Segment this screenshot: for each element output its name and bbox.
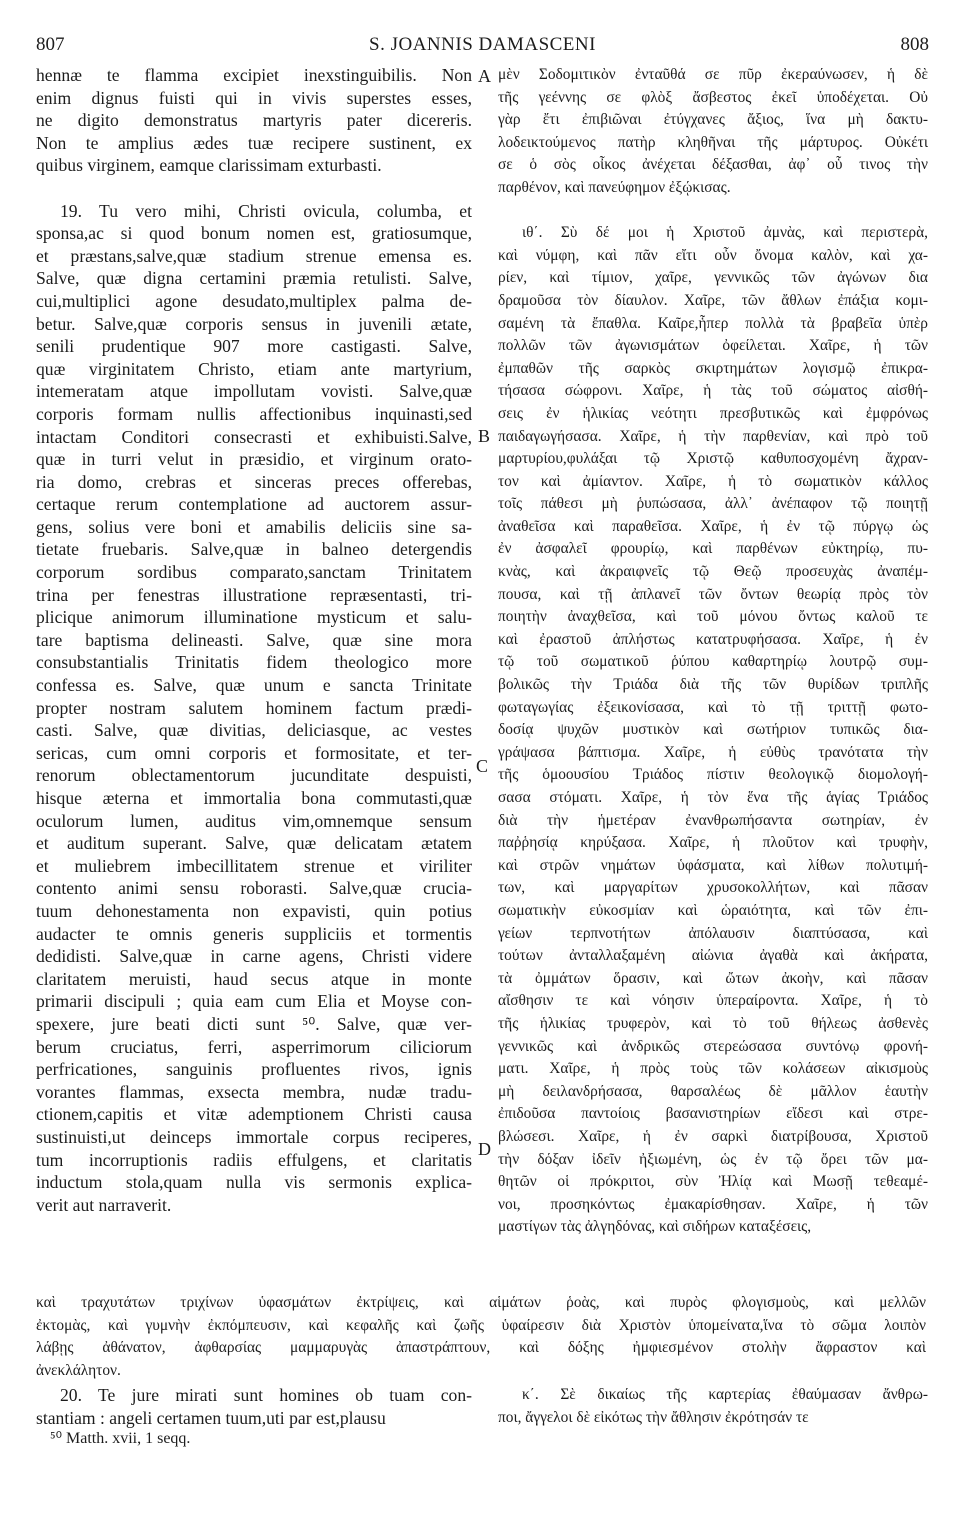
latin-text-line: certaque rerum contemplatione ad auctorem assur- — [36, 494, 472, 515]
latin-text-line: primarii discipuli ; quia eam cum Elia et Moyse con- — [36, 991, 472, 1012]
latin-text-line: hennæ te flamma excipiet inexstinguibilis. Non — [36, 65, 472, 85]
greek-column — [498, 64, 928, 1239]
latin-text-line: consubstantialis Trinitatis fidem theologico more — [36, 652, 472, 673]
margin-letter-d: D — [478, 1139, 491, 1159]
greek-text-line: των, καὶ μαργαρίτων χρυσοκολλήτων, καὶ πᾶσαν — [498, 879, 928, 897]
greek-text-line: τῷ τοῦ σωματικοῦ ῥύπου καθαρτηρίῳ λουτρῷ συμ- — [498, 653, 928, 671]
running-header — [36, 34, 929, 58]
greek-text-line: βολικῶς τὴν Τριάδα διὰ τῆς τῶν θυρίδων τριπλῆς — [498, 676, 928, 694]
latin-text-line: stantiam : angeli certamen tuum,uti par est,plausu — [36, 1407, 386, 1428]
latin-text-line: Salve, quæ digna certamini præmia retulisti. Salve, — [36, 268, 472, 289]
latin-text-line: dedidisti. Salve,quæ in carne agens, Christi videre — [36, 946, 472, 967]
greek-text-line: ποιητὴν ἀναχθεῖσα, καὶ τοῦ μόνου ὄντως καλοῦ τε — [498, 608, 928, 626]
latin-text-line: inductum stola,quam nulla vis sermonis explica- — [36, 1172, 472, 1193]
latin-text-line: contento animi sensu roborasti. Salve,quæ crucia- — [36, 878, 472, 899]
greek-text-line: σεις ἐν ἡλικίας νεότητι πρεσβυτικῶς καὶ ἐμφρόνως — [498, 404, 928, 422]
latin-text-line: spexere, jure beati dicti sunt ⁵⁰. Salve, quæ ver- — [36, 1013, 472, 1034]
greek-text-line: μὲν Σοδομιτικὸν ἐνταῦθά σε πῦρ ἐκεραύνωσεν, ἡ δὲ — [498, 66, 928, 83]
greek-text-line: γράψασα βάπτισμα. Χαῖρε, ἡ εὐθὺς τρανότατα τὴν — [498, 743, 928, 761]
latin-text-line: vorantes flammas, exsecta membra, nudæ tradu- — [36, 1081, 472, 1102]
greek-text-line: τήσασα σώφρονι. Χαῖρε, ἡ τὰς τοῦ σώματος αἰσθή- — [498, 382, 928, 400]
latin-text-line: quæ in turri velut in præsidio, et virginum orato- — [36, 449, 472, 470]
page-number-left: 807 — [36, 34, 65, 55]
greek-text-line: νοι, προσηκόντως ἐμακαρίσθησαν. Χαῖρε, ἡ τῶν — [498, 1195, 928, 1213]
greek-text-line: τῆς ἡλικίας τρυφερὸν, καὶ τὸ τοῦ θήλεως ἀσθενὲς — [498, 1014, 928, 1032]
greek-text-line: θητῶν οἱ πρόκριτοι, σὺν Ἠλίᾳ καὶ Μωσῇ τεθεαμέ- — [498, 1173, 928, 1191]
greek-text-line: πολλῶν τῶν ἀγωνισμάτων ὀφείλεται. Χαῖρε, ἡ τῶν — [498, 337, 928, 355]
latin-text-line: et præstans,salve,quæ stadium strenue emensa es. — [36, 245, 472, 266]
greek-section-20 — [498, 1384, 928, 1429]
margin-letter-b: B — [478, 426, 491, 446]
greek-text-line: κ΄. Σὲ δικαίως τῆς καρτερίας ἐθαύμασαν ἄνθρω- — [522, 1386, 928, 1403]
latin-text-line: corporum sordibus comparato,sanctam Trinitatem — [36, 562, 472, 583]
greek-text-line: λοδεικτούμενος πατὴρ κληθῆναι τῆς μάρτυρος. Οὐκέτι — [498, 133, 928, 151]
greek-text-line: ιθ΄. Σὺ δέ μοι ἡ Χριστοῦ ἀμνὰς, καὶ περιστερὰ, — [522, 224, 928, 242]
greek-text-line: ματι. Χαῖρε, ἡ πρὸς τοὺς τῶν κολάσεων αἰκισμοὺς — [498, 1060, 928, 1078]
latin-text-line: sericas, cum omni corporis et formositate, et ter- — [36, 742, 472, 763]
greek-text-line: ποι, ἄγγελοι δὲ εἰκότως τὴν ἄθλησιν ἐκρότησάν τε — [498, 1408, 809, 1426]
latin-text-line: sponsa,ac si quod bonum nomen est, gratiosumque, — [36, 223, 472, 244]
latin-text-line: ctionem,capitis et vitæ ademptionem Christi causa — [36, 1104, 472, 1125]
greek-text-line: γείων τερπνοτήτων ἀπόλαυσιν διαπτύσασα, καὶ — [498, 924, 928, 942]
greek-text-line: σασα στόματι. Χαῖρε, ἡ τὸν ἕνα τῆς ἁγίας Τριάδος — [498, 789, 928, 806]
latin-text-line: 19. Tu vero mihi, Christi ovicula, columba, et — [60, 200, 472, 221]
greek-text-line: ἀναθεῖσα καὶ παραθεῖσα. Χαῖρε, ἡ ἐν τῷ πύργῳ ὡς — [498, 517, 928, 535]
greek-text-line: καὶ στρῶν νημάτων ὑφάσματα, καὶ λίθων πολυτιμή- — [498, 856, 928, 874]
greek-text-line: ἐν ἀσφαλεῖ φρουρίῳ, καὶ παρθένων εὐκτηρίῳ, πυ- — [498, 540, 928, 558]
latin-text-line: gens, solius vere boni et amabilis deliciis sine sa- — [36, 516, 472, 537]
latin-text-line: senili prudentique 907 more castigasti. Salve, — [36, 336, 472, 357]
greek-text-line: δοσίᾳ ψυχῶν μυστικὸν καὶ σωτήριον τυπικῶς δια- — [498, 721, 928, 739]
margin-letter-c: C — [476, 756, 489, 776]
full-width-text-line: καὶ τραχυτάτων τριχίνων ὑφασμάτων ἐκτρίψεις, καὶ αἱμάτων ῥοὰς, καὶ πυρὸς φλογισμοὺς, καὶ μελλῶν — [36, 1294, 926, 1311]
latin-text-line: confessa es. Salve, quæ unum e sancta Trinitate — [36, 675, 472, 696]
latin-text-line: corporis formam nullis affectionibus inquinasti,sed — [36, 403, 472, 424]
latin-text-line: ne digito demonstratus martyris pater dicereris. — [36, 110, 472, 131]
greek-text-line: τοῖς πάθεσι μὴ ῥυπώσασα, ἀλλ᾽ ἀνέπαφον τῷ ποιητῇ — [498, 495, 928, 513]
greek-text-line: ἐπιδοῦσα παντοίοις βασανιστηρίων εἴδεσι καὶ στρε- — [498, 1105, 928, 1123]
latin-text-line: tare baptisma delineasti. Salve, quæ sine mora — [36, 629, 472, 650]
latin-text-line: 20. Te jure mirati sunt homines ob tuam con- — [60, 1385, 472, 1405]
latin-text-line: tuum dehonestamenta non expavisti, quin potius — [36, 900, 472, 921]
latin-text-line: ria domo, crebras et sinceras preces offerebas, — [36, 471, 472, 492]
greek-text-line: παιδαγωγήσασα. Χαῖρε, ἡ τὴν παρθενίαν, καὶ πρὸ τοῦ — [498, 427, 928, 445]
greek-text-line: παρθένον, καὶ πανεύφημον ἐξῴκισας. — [498, 178, 731, 196]
latin-text-line: sustinuisti,ut deinceps immortale corpus reciperes, — [36, 1126, 472, 1147]
full-width-text-line: ἐκτομὰς, καὶ γυμνὴν ἐκπόμπευσιν, καὶ κεφαλῆς καὶ ζωῆς ὑφαίρεσιν διὰ Χριστὸν ὑπομείνατα,ἵνα τὸ σῶμα λοιπὸν — [36, 1316, 926, 1334]
latin-text-line: trina per fenestras illustratione repræsentasti, tri- — [36, 584, 472, 605]
full-width-greek-paragraph — [36, 1292, 926, 1382]
full-width-text-line: λάβῃς ἀθάνατον, ἀφθαρσίας μαμμαρυγὰς ἀπαστράπτουν, καὶ δόξης ἠμφιεσμένον στολὴν ἄφραστον καὶ — [36, 1339, 926, 1357]
latin-text-line: quibus virginem, eamque clarissimam exturbasti. — [36, 155, 382, 176]
margin-letter-a: A — [478, 66, 491, 86]
greek-text-line: τὰ ὀμμάτων ὅρασιν, καὶ ὤτων ἀκοὴν, καὶ πᾶσαν — [498, 969, 928, 987]
latin-text-line: Non te amplius ædes tuæ recipere sustinent, ex — [36, 132, 472, 153]
greek-text-line: μαρτυρίου,φυλάξαι τῷ Χριστῷ καθυποσχομένη ἄχραν- — [498, 450, 928, 468]
greek-text-line: ρίεν, καὶ τίμιον, χαῖρε, γεννικῶς τῶν ἀγώνων δια — [498, 269, 928, 287]
greek-text-line: φωταγωγίας ἐξεικονίσασα, καὶ τὸ τῇ τριττῇ φωτο- — [498, 698, 928, 716]
greek-text-line: πουσα, καὶ τῇ ἀπλανεῖ τῶν ὄντων θεωρίᾳ πρὸς τὸν — [498, 585, 928, 603]
greek-text-line: διὰ τὴν ἡμετέραν ἐνανθρωπήσαντα σωτηρίαν, ἐν — [498, 811, 928, 829]
greek-text-line — [498, 200, 928, 223]
greek-text-line: σωματικὴν εὐκοσμίαν καὶ ὡραιότητα, καὶ τῶν ἐπι- — [498, 901, 928, 919]
footnote: ⁵⁰ Matth. xvii, 1 seqq. — [50, 1430, 191, 1447]
latin-text-line: quæ virginitatem Christo, etiam ante martyrium, — [36, 358, 472, 379]
greek-text-line: παῤῥησίᾳ κηρύξασα. Χαῖρε, ἡ πλοῦτον καὶ τρυφὴν, — [498, 834, 928, 852]
greek-text-line: κνὰς, καὶ ἀκραιφνεῖς τῷ Θεῷ προσευχὰς ἀναπέμ- — [498, 563, 928, 581]
latin-text-line: et auditum superant. Salve, quæ delicatam ætatem — [36, 833, 472, 854]
greek-text-line: δραμοῦσα τὸν δίαυλον. Χαῖρε, τῶν ἄθλων ἐπάξια κομι- — [498, 291, 928, 309]
latin-text-line: claritatem meruisti, haud secus atque in monte — [36, 968, 472, 989]
latin-text-line: perfricationes, sanguinis profluentes rivos, ignis — [36, 1059, 472, 1080]
greek-text-line: γεννικῶς καὶ ἀνδρικῶς στερεώσασα συντόνῳ φρονή- — [498, 1037, 928, 1055]
greek-text-line: μὴ δειλανδρήσασα, θαρσαλέως δὲ μᾶλλον ἑαυτὴν — [498, 1082, 928, 1100]
greek-text-line: καὶ νύμφη, καὶ πᾶν εἴτι οὖν ὄνομα καλὸν, καὶ χα- — [498, 246, 928, 264]
greek-text-line: τὴν δόξαν ἰδεῖν ἠξιωμένη, ὡς ἐν τῷ ὄρει τῶν μα- — [498, 1150, 928, 1168]
latin-text-line: verit aut narraverit. — [36, 1194, 172, 1215]
latin-text-line: renorum oblectamentorum jucunditate despuisti, — [36, 765, 472, 786]
full-width-text-line: ἀνεκλάλητον. — [36, 1361, 121, 1379]
greek-text-line: γὰρ ἔτι ἐπιβιῶναι ἐτύγχανες ἄξιος, ἵνα μὴ δακτυ- — [498, 111, 928, 129]
latin-text-line: berum cruciatus, ferri, asperrimorum ciliciorum — [36, 1036, 472, 1057]
latin-text-line: cui,multiplici agone desudato,multiplex palma de- — [36, 290, 472, 311]
latin-text-line: et muliebrem imbecillitatem strenue et viriliter — [36, 855, 472, 876]
latin-text-line: tietate fruebaris. Salve,quæ in balneo detergendis — [36, 539, 472, 560]
latin-text-line: audacter te omnis generis suppliciis et tormentis — [36, 923, 472, 944]
page-number-right: 808 — [900, 34, 929, 55]
latin-text-line: oculorum lumen, auditus vim,omnemque sensum — [36, 810, 472, 831]
greek-text-line: σαμένη τὰ ἔπαθλα. Καῖρε,ἧπερ πολλὰ τὰ βραβεῖα ὑπὲρ — [498, 314, 928, 332]
latin-column — [36, 64, 472, 1216]
latin-text-line: plicique animorum illuminatione mysticum et salu- — [36, 607, 472, 628]
latin-text-line: betur. Salve,quæ corporis sensus in juvenili ætate, — [36, 313, 472, 334]
latin-section-20 — [36, 1384, 472, 1429]
latin-text-line: intactam Conditori consecrasti et exhibuisti.Salve, — [36, 426, 472, 447]
running-title: S. JOANNIS DAMASCENI — [369, 34, 596, 55]
greek-text-line: σε ὁ σὸς οἶκος ἀνέχεται δέξασθαι, ἀφ᾽ οὗ τινος τὴν — [498, 156, 928, 174]
latin-text-line: propter nostram salutem hominem factum prædi- — [36, 697, 472, 718]
greek-text-line: ἐμπαθῶν τῆς σαρκὸς σκιρτημάτων λογισμῷ ἐπικρα- — [498, 359, 928, 377]
latin-text-line — [36, 177, 472, 200]
latin-text-line: hisque æterna et immortalia bona commutasti,quæ — [36, 788, 472, 808]
greek-text-line: βλώσεσι. Χαῖρε, ἡ ἐν σαρκὶ διατρίβουσα, Χριστοῦ — [498, 1127, 928, 1145]
greek-text-line: τῆς γεέννης σε φλὸξ ἄσβεστος ἐκεῖ ὑποδέχεται. Οὐ — [498, 88, 928, 106]
latin-text-line: enim dignus fuisti qui in vivis superstes esses, — [36, 87, 472, 108]
greek-text-line: μαστίγων τὰς ἀλγηδόνας, καὶ σιδήρων καταξέσεις, — [498, 1218, 812, 1236]
latin-text-line: casti. Salve, quæ divitias, deliciasque, ac vestes — [36, 720, 472, 741]
latin-text-line: tum incorruptionis radiis effulgens, et claritatis — [36, 1149, 472, 1170]
greek-text-line: τῆς ὁμοουσίου Τριάδος πίστιν θεολογικῷ διομολογή- — [498, 766, 928, 784]
greek-text-line: τον καὶ ἀμίαντον. Χαῖρε, ἡ τὸ σωματικὸν κάλλος — [498, 472, 928, 490]
greek-text-line: καὶ ἐραστοῦ ἀπλήστως κατατρυφήσασα. Χαῖρε, ἡ ἐν — [498, 630, 928, 648]
latin-text-line: intemeratam atque impollutam vovisti. Salve,quæ — [36, 381, 472, 402]
greek-text-line: αἴσθησιν τε καὶ νόησιν ὑπεραίροντα. Χαῖρε, ἡ τὸ — [498, 992, 928, 1010]
greek-text-line: τούτων ἀνταλλαξαμένη αἰώνια ἀγαθὰ καὶ ἀκήρατα, — [498, 947, 928, 965]
